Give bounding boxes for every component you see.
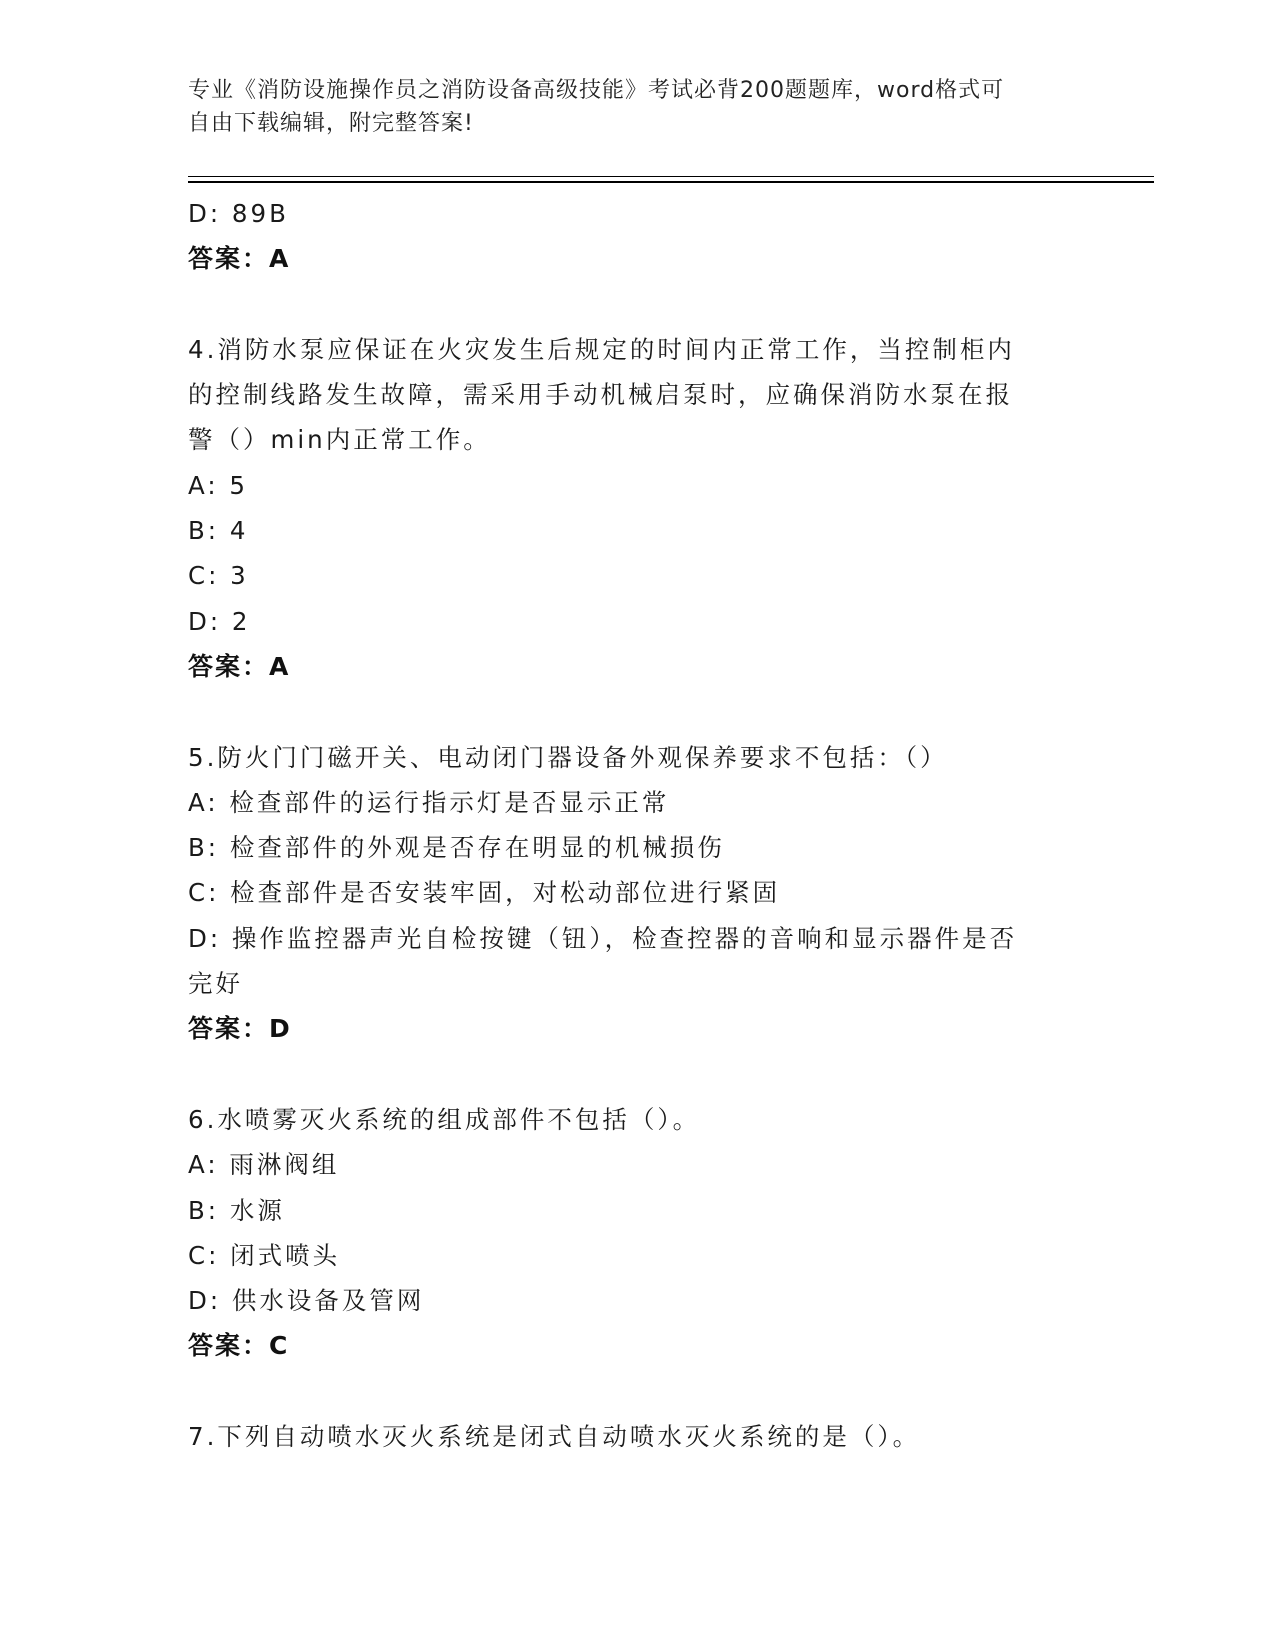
option-d-continued: 完好 — [188, 969, 243, 999]
header-rule-thick — [188, 181, 1154, 183]
option-b: B: 水源 — [188, 1195, 285, 1225]
question-block-4 — [188, 327, 1088, 689]
option-d: D: 供水设备及管网 — [188, 1286, 425, 1316]
spacer — [188, 689, 1088, 734]
option-b: B: 4 — [188, 516, 249, 546]
question-block-6 — [188, 1097, 1088, 1369]
spacer — [188, 1052, 1088, 1097]
question-text-line: 6.水喷雾灭火系统的组成部件不包括（）。 — [188, 1104, 701, 1134]
answer-line: 答案：A — [188, 651, 291, 681]
option-a: A: 雨淋阀组 — [188, 1150, 340, 1180]
header-line-1: 专业《消防设施操作员之消防设备高级技能》考试必背200题题库，word格式可 — [188, 78, 1005, 103]
answer-line: 答案：A — [188, 244, 291, 274]
page-header — [188, 74, 1068, 140]
option-c: C: 检查部件是否安装牢固，对松动部位进行紧固 — [188, 878, 781, 908]
question-text-line: 4.消防水泵应保证在火灾发生后规定的时间内正常工作，当控制柜内 — [188, 334, 1015, 364]
spacer — [188, 1369, 1088, 1414]
question-text-line: 的控制线路发生故障，需采用手动机械启泵时，应确保消防水泵在报 — [188, 380, 1013, 410]
option-c: C: 3 — [188, 561, 249, 591]
option-a: A: 5 — [188, 470, 248, 500]
option-a: A: 检查部件的运行指示灯是否显示正常 — [188, 787, 670, 817]
question-text-line: 5.防火门门磁开关、电动闭门器设备外观保养要求不包括：（） — [188, 742, 948, 772]
question-block-3 — [188, 191, 1088, 282]
option-b: B: 检查部件的外观是否存在明显的机械损伤 — [188, 833, 725, 863]
option-d: D: 操作监控器声光自检按键（钮），检查控器的音响和显示器件是否 — [188, 923, 1018, 953]
option-d: D: 89B — [188, 199, 289, 228]
option-c: C: 闭式喷头 — [188, 1240, 341, 1270]
question-text-line: 警（）min内正常工作。 — [188, 425, 491, 455]
header-line-2: 自由下载编辑，附完整答案! — [188, 111, 474, 136]
question-block-5 — [188, 735, 1088, 1052]
option-d: D: 2 — [188, 606, 251, 636]
spacer — [188, 282, 1088, 327]
header-rule-thin — [188, 176, 1154, 177]
document-body — [188, 191, 1088, 1459]
question-block-7 — [188, 1414, 1088, 1459]
question-text-line: 7.下列自动喷水灭火系统是闭式自动喷水灭火系统的是（）。 — [188, 1422, 921, 1452]
answer-line: 答案：D — [188, 1014, 292, 1044]
answer-line: 答案：C — [188, 1331, 290, 1361]
